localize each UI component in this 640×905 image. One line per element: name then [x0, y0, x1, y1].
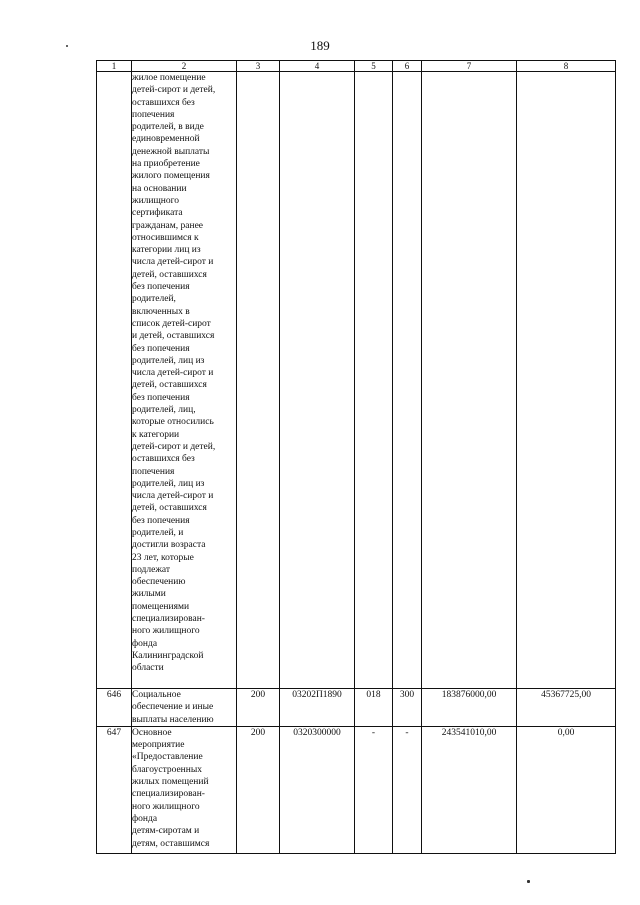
- text-line: которые относились: [132, 417, 214, 428]
- row-number-cell: [97, 72, 132, 689]
- text-line: детей, оставшихся: [132, 503, 207, 514]
- empty-cell: [280, 72, 355, 689]
- text-line: без попечения: [132, 343, 190, 354]
- empty-cell: [237, 72, 280, 689]
- text-line: специализирован-: [132, 789, 205, 800]
- text-line: детей, оставшихся: [132, 269, 207, 280]
- text-line: числа детей-сирот и: [132, 491, 214, 502]
- text-line: фонда: [132, 813, 158, 824]
- text-line: категории лиц из: [132, 245, 201, 256]
- text-line: оставшихся без: [132, 454, 195, 465]
- empty-cell: [422, 72, 517, 689]
- column-header: 3: [237, 61, 280, 72]
- row-number: 646: [97, 689, 132, 727]
- text-line: родителей, лиц,: [132, 405, 196, 416]
- text-line: сертификата: [132, 208, 183, 219]
- text-line: родителей,: [132, 294, 176, 305]
- column-header: 8: [517, 61, 616, 72]
- header-row: [97, 61, 616, 72]
- cell-code-4: 03202П1890: [280, 689, 355, 727]
- text-line: подлежат: [132, 564, 171, 575]
- continuation-text: [132, 72, 237, 689]
- cell-amount-7: 183876000,00: [422, 689, 517, 727]
- budget-table: [96, 60, 616, 854]
- text-line: числа детей-сирот и: [132, 368, 214, 379]
- text-line: детей, оставшихся: [132, 380, 207, 391]
- text-line: детей-сирот и детей,: [132, 85, 216, 96]
- scan-speck: [66, 45, 68, 47]
- scan-speck: [527, 880, 530, 883]
- text-line: гражданам, ранее: [132, 220, 204, 231]
- text-line: обеспечению: [132, 577, 186, 588]
- column-header: 5: [355, 61, 393, 72]
- cell-code-6: -: [393, 726, 422, 853]
- text-line: Основное: [132, 727, 172, 738]
- cell-code-5: 018: [355, 689, 393, 727]
- text-line: родителей, в виде: [132, 122, 204, 133]
- cell-amount-8: 45367725,00: [517, 689, 616, 727]
- empty-cell: [355, 72, 393, 689]
- text-line: без попечения: [132, 282, 190, 293]
- text-line: достигли возраста: [132, 540, 206, 551]
- text-line: родителей, лиц из: [132, 355, 205, 366]
- empty-cell: [393, 72, 422, 689]
- column-header: 2: [132, 61, 237, 72]
- text-line: обеспечение и иные: [132, 702, 214, 713]
- text-line: помещениями: [132, 601, 190, 612]
- text-line: оставшихся без: [132, 97, 195, 108]
- text-line: специализирован-: [132, 614, 205, 625]
- text-line: мероприятие: [132, 740, 185, 751]
- text-line: детям, оставшимся: [132, 838, 210, 849]
- text-line: включенных в: [132, 306, 190, 317]
- empty-cell: [517, 72, 616, 689]
- text-line: список детей-сирот: [132, 318, 211, 329]
- text-line: без попечения: [132, 515, 190, 526]
- text-line: «Предоставление: [132, 752, 203, 763]
- cell-amount-7: 243541010,00: [422, 726, 517, 853]
- text-line: к категории: [132, 429, 180, 440]
- row-description: [132, 726, 237, 853]
- row-description: [132, 689, 237, 727]
- text-line: жилых помещений: [132, 777, 209, 788]
- text-line: попечения: [132, 466, 175, 477]
- text-line: ного жилищного: [132, 801, 200, 812]
- text-line: родителей, и: [132, 527, 184, 538]
- cell-amount-8: 0,00: [517, 726, 616, 853]
- text-line: и детей, оставшихся: [132, 331, 215, 342]
- text-line: жилое помещение: [132, 73, 206, 83]
- text-line: Калининградской: [132, 650, 204, 661]
- column-header: 1: [97, 61, 132, 72]
- text-line: жилищного: [132, 195, 180, 206]
- column-header: 6: [393, 61, 422, 72]
- column-header: 4: [280, 61, 355, 72]
- cell-code-3: 200: [237, 726, 280, 853]
- text-line: фонда: [132, 638, 158, 649]
- text-line: относившимся к: [132, 232, 199, 243]
- text-line: ного жилищного: [132, 626, 200, 637]
- cell-code-6: 300: [393, 689, 422, 727]
- text-line: жилого помещения: [132, 171, 210, 182]
- text-line: денежной выплаты: [132, 146, 210, 157]
- text-line: Социальное: [132, 690, 181, 700]
- text-line: на приобретение: [132, 159, 200, 170]
- text-line: попечения: [132, 109, 175, 120]
- continuation-row: [97, 72, 616, 689]
- row-number: 647: [97, 726, 132, 853]
- text-line: жилыми: [132, 589, 166, 600]
- column-header: 7: [422, 61, 517, 72]
- text-line: 23 лет, которые: [132, 552, 194, 563]
- text-line: детям-сиротам и: [132, 826, 200, 837]
- text-line: выплаты населению: [132, 714, 214, 725]
- text-line: единовременной: [132, 134, 200, 145]
- page-number: 189: [310, 38, 330, 53]
- text-line: без попечения: [132, 392, 190, 403]
- cell-code-3: 200: [237, 689, 280, 727]
- cell-code-4: 0320300000: [280, 726, 355, 853]
- text-line: числа детей-сирот и: [132, 257, 214, 268]
- text-line: родителей, лиц из: [132, 478, 205, 489]
- text-line: детей-сирот и детей,: [132, 441, 216, 452]
- text-line: на основании: [132, 183, 187, 194]
- table-row: [97, 726, 616, 853]
- table-row: [97, 689, 616, 727]
- cell-code-5: -: [355, 726, 393, 853]
- text-line: благоустроенных: [132, 764, 202, 775]
- text-line: области: [132, 663, 164, 674]
